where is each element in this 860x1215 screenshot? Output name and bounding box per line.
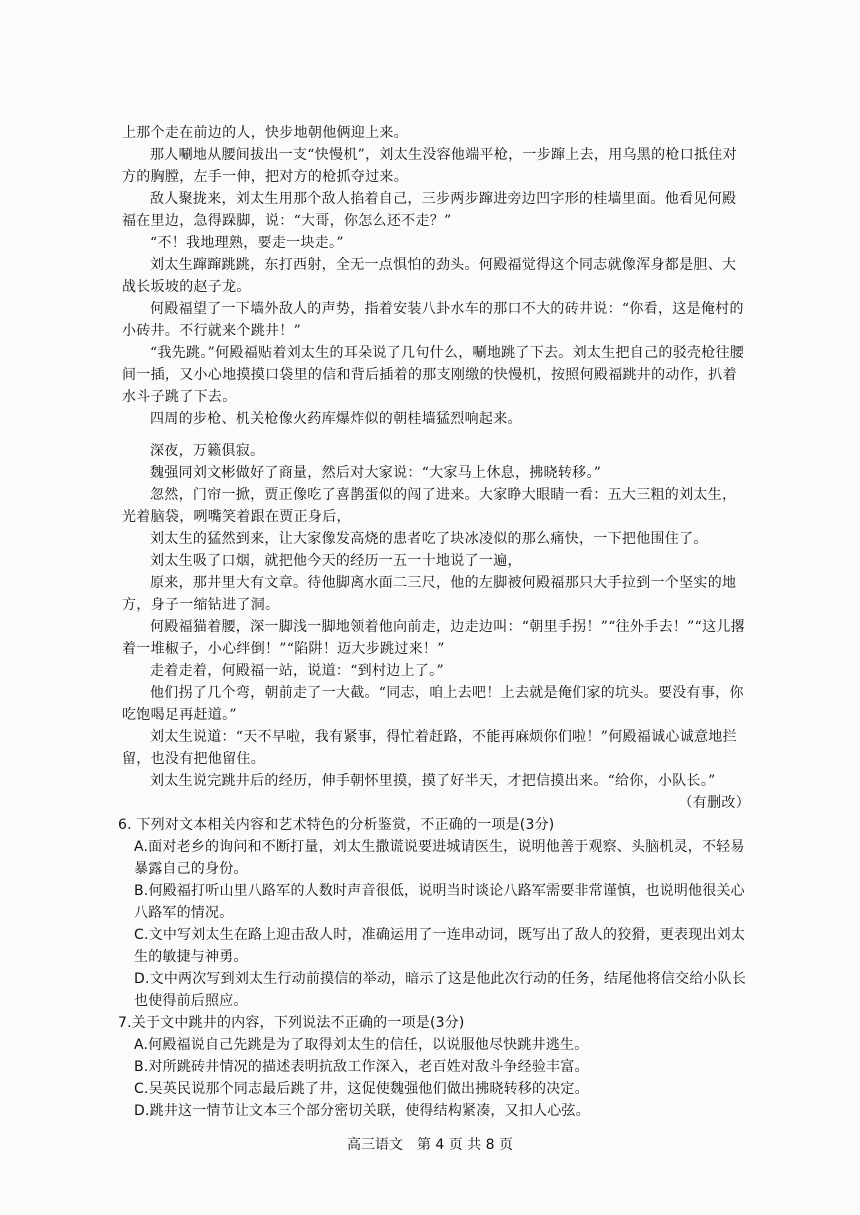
question-7-option-c: C.吴英民说那个同志最后跳了井，这促使魏强他们做出拂晓转移的决定。	[134, 1081, 589, 1097]
passage-paragraph: 刘太生说完跳井后的经历，伸手朝怀里摸，摸了好半天，才把信摸出来。“给你，小队长。”	[150, 773, 716, 789]
passage-paragraph: 那人唰地从腰间拔出一支“快慢机”，刘太生没容他端平枪，一步蹿上去，用乌黑的枪口抵住对方的胸膛，左手一伸，把对方的枪抓夺过来。	[122, 147, 737, 185]
passage-paragraph: 四周的步枪、机关枪像火药库爆炸似的朝桂墙猛烈响起来。	[150, 411, 522, 427]
question-6-option-d: D.文中两次写到刘太生行动前摸信的举动，暗示了这是他此次行动的任务，结尾他将信交给小队长也使得前后照应。	[134, 971, 747, 1009]
passage-paragraph: 刘太生吸了口烟，就把他今天的经历一五一十地说了一遍，	[150, 553, 522, 569]
question-6-option-a: A.面对老乡的询问和不断打量，刘太生撒谎说要进城请医生，说明他善于观察、头脑机灵，不轻易暴露自己的身份。	[134, 839, 745, 877]
passage-paragraph: 魏强同刘文彬做好了商量，然后对大家说：“大家马上休息，拂晓转移。”	[150, 465, 602, 481]
passage-paragraph: 何殿福猫着腰，深一脚浅一脚地领着他向前走，边走边叫：“朝里手拐！”“往外手去！”“这儿撂着一堆椒子，小心绊倒！”“陷阱！迈大步跳过来！”	[122, 619, 745, 657]
question-7-option-d: D.跳井这一情节让文本三个部分密切关联，使得结构紧凑，又扣人心弦。	[134, 1103, 590, 1119]
question-7-stem: 7.关于文中跳井的内容，下列说法不正确的一项是(3分)	[118, 1015, 465, 1031]
question-6-stem: 6. 下列对文本相关内容和艺术特色的分析鉴赏，不正确的一项是(3分)	[118, 817, 555, 833]
source-note: （有删改）	[678, 795, 750, 811]
passage-paragraph: 深夜，万籁俱寂。	[150, 443, 265, 459]
question-6-option-c: C.文中写刘太生在路上迎击敌人时，准确运用了一连串动词，既写出了敌人的狡猾，更表现出刘太生的敏捷与神勇。	[134, 927, 746, 965]
passage-paragraph: “不！我地理熟，要走一块走。”	[150, 235, 344, 251]
passage-paragraph: 走着走着，何殿福一站，说道：“到村边上了。”	[150, 663, 444, 679]
passage-paragraph: 他们拐了几个弯，朝前走了一大截。“同志，咱上去吧！上去就是俺们家的坑头。要没有事，你吃饱喝足再赶道。”	[122, 685, 744, 723]
passage-paragraph: 上那个走在前边的人，快步地朝他俩迎上来。	[122, 125, 408, 141]
question-7-option-a: A.何殿福说自己先跳是为了取得刘太生的信任，以说服他尽快跳井逃生。	[134, 1037, 589, 1053]
passage-paragraph: 刘太生的猛然到来，让大家像发高烧的患者吃了块冰凌似的那么痛快，一下把他围住了。	[150, 531, 708, 547]
passage-paragraph: 刘太生蹿蹿跳跳，东打西射，全无一点惧怕的劲头。何殿福觉得这个同志就像浑身都是胆、大战长坂坡的赵子龙。	[122, 257, 737, 295]
passage-paragraph: “我先跳。”何殿福贴着刘太生的耳朵说了几句什么，唰地跳了下去。刘太生把自己的驳壳枪往腰间一插，又小心地摸摸口袋里的信和背后插着的那支刚缴的快慢机，按照何殿福跳井的动作，扒着水斗子跳了下去。	[122, 345, 745, 405]
passage-paragraph: 敌人聚拢来，刘太生用那个敌人掐着自己，三步两步蹿进旁边凹字形的桂墙里面。他看见何殿福在里边，急得跺脚，说：“大哥，你怎么还不走？”	[122, 191, 737, 229]
passage-paragraph: 刘太生说道：“天不早啦，我有紧事，得忙着赶路，不能再麻烦你们啦！”何殿福诚心诚意地拦留，也没有把他留住。	[122, 729, 737, 767]
passage-paragraph: 何殿福望了一下墙外敌人的声势，指着安装八卦水车的那口不大的砖井说：“你看，这是俺村的小砖井。不行就来个跳井！”	[122, 301, 744, 339]
passage-paragraph: 原来，那井里大有文章。待他脚离水面二三尺，他的左脚被何殿福那只大手拉到一个坚实的地方，身子一缩钻进了洞。	[122, 575, 737, 613]
question-6-option-b: B.何殿福打听山里八路军的人数时声音很低，说明当时谈论八路军需要非常谨慎，也说明他很关心八路军的情况。	[134, 883, 745, 921]
passage-paragraph: 忽然，门帘一掀，贾正像吃了喜鹊蛋似的闯了进来。大家睁大眼睛一看：五大三粗的刘太生，光着脑袋，咧嘴笑着跟在贾正身后，	[122, 487, 737, 525]
question-7-option-b: B.对所跳砖井情况的描述表明抗敌工作深入，老百姓对敌斗争经验丰富。	[134, 1059, 589, 1075]
page-footer: 高三语文 第 4 页 共 8 页	[346, 1137, 514, 1153]
